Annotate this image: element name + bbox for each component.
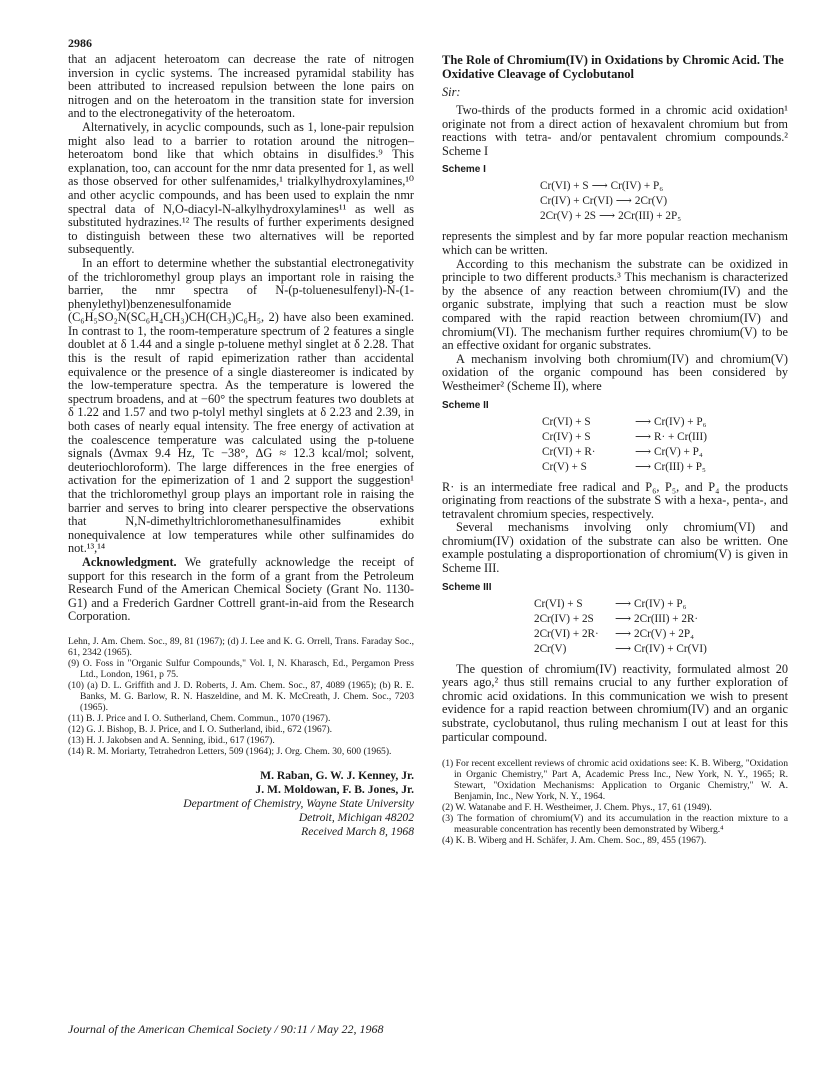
journal-page bbox=[68, 36, 788, 846]
reaction-arrow-icon: ⟶ bbox=[615, 642, 632, 655]
equation-rhs: 2Cr(V) bbox=[634, 195, 668, 208]
footnote-13: (13) H. J. Jakobsen and A. Senning, ibid., 617 (1967). bbox=[68, 734, 275, 746]
scheme-1-equation bbox=[442, 179, 788, 194]
scheme-3-equation bbox=[442, 597, 788, 612]
scheme-3-equation bbox=[442, 612, 788, 627]
scheme-2-equation bbox=[442, 460, 788, 475]
author-block bbox=[68, 769, 414, 839]
right-paragraph-6: Several mechanisms involving only chromium(VI) and chromium(IV) oxidation of the substrate can also be written. One example postulating a disproportionation of chromium(V) is given in Scheme III. bbox=[442, 520, 788, 576]
article-title: The Role of Chromium(IV) in Oxidations by Chromic Acid. The Oxidative Cleavage of Cyclobutanol bbox=[442, 53, 784, 81]
right-paragraph-7: The question of chromium(IV) reactivity, formulated almost 20 years ago,² thus still remains crucial to any further exploration of chromic acid oxidations. In this communication we wish to present evidence for a rapid reaction between chromium(IV) and an organic substrate, cyclobutanol, thus ruling mechanism I out at least for this particular compound. bbox=[442, 661, 788, 744]
footnote-12: (12) G. J. Bishop, B. J. Price, and I. O. Sutherland, ibid., 672 (1967). bbox=[68, 723, 333, 735]
left-paragraph-1: that an adjacent heteroatom can decrease the rate of nitrogen inversion in cyclic systems. The increased pyramidal stability has been attributed to increased repulsion between the lone pairs on nitrogen and on the heteroatom in the transition state for inversion and to the electronegativity of the heteroatom. bbox=[68, 52, 414, 121]
right-paragraph-3: According to this mechanism the substrate can be oxidized in principle to two different products.³ This mechanism is characterized by the absence of any reaction between chromium(IV) and the organic substrate, implying that such a reaction must be slow compared with the rapid reaction between chromium(IV) and chromium(VI). The mechanism further requires chromium(V) to be an effective oxidant for organic substrates. bbox=[442, 256, 788, 353]
equation-lhs: Cr(VI) + S bbox=[542, 415, 591, 428]
scheme-3-equation bbox=[442, 627, 788, 642]
right-paragraph-2: represents the simplest and by far more popular reaction mechanism which can be written. bbox=[442, 229, 788, 257]
scheme-2-equation bbox=[442, 430, 788, 445]
equation-rhs: R· + Cr(III) bbox=[654, 430, 707, 443]
equation-rhs: Cr(IV) + P₆ bbox=[634, 597, 687, 610]
right-paragraph-4: A mechanism involving both chromium(IV) and chromium(V) oxidation of the organic compound has been considered by Westheimer² (Scheme II), where bbox=[442, 351, 788, 393]
equation-lhs: Cr(IV) + Cr(VI) bbox=[540, 195, 613, 208]
right-paragraph-1: Two-thirds of the products formed in a chromic acid oxidation¹ originate not from a direct action of hexavalent chromium but from reactions with tetra- and/or pentavalent chromium compounds.² Scheme I bbox=[442, 103, 788, 158]
reaction-arrow-icon: ⟶ bbox=[635, 460, 652, 473]
scheme-1-equation bbox=[442, 194, 788, 209]
footnote-9: (9) O. Foss in "Organic Sulfur Compounds," Vol. I, N. Kharasch, Ed., Pergamon Press Ltd., London, 1961, p 75. bbox=[68, 657, 414, 680]
left-column bbox=[68, 53, 414, 846]
equation-rhs: Cr(V) + P₄ bbox=[654, 445, 703, 458]
reaction-arrow-icon: ⟶ bbox=[615, 195, 632, 208]
left-footnotes bbox=[68, 636, 414, 757]
footnote-2: (2) W. Watanabe and F. H. Westheimer, J. Chem. Phys., 17, 61 (1949). bbox=[442, 802, 712, 814]
equation-rhs: 2Cr(III) + 2P₅ bbox=[618, 210, 682, 223]
left-paragraph-3: In an effort to determine whether the substantial electronegativity of the trichloromethyl group plays an important role in raising the barrier, the nmr spectra of N-(p-toluenesulfenyl)-N-(1-phenylethyl)benzenesulfonamide (C₆H₅SO₂N(SC₆H₄CH₃)CH(CH₃)C₆H₅, 2) have also been examined. In contrast to 1, the room-temperature spectrum of 2 features a single doublet at δ 1.44 and a single p-toluene methyl singlet at δ 2.28. That this is the result of rapid epimerization rather than accidental equivalence or the presence of a single diastereomer is indicated by the low-temperature spectra. As the temperature is lowered the spectrum broadens, and at −60° the spectrum features two doublets at δ 1.22 and 1.57 and two p-tolyl methyl singlets at δ 2.23 and 2.39, in both cases of nearly equal intensity. The free energy of activation at the coalescence temperature was calculated using the p-toluene signals (Δνmax 9.4 Hz, Tc −38°, ΔG ≈ 12.3 kcal/mol; solvent, deuteriochloroform). The large differences in the free energies of activation for the epimerization of 1 and 2 support the suggestion¹ that the trichloromethyl group plays an important role in raising the barrier and serves to bring into clearer perspective the observations that N,N-dimethyltrichloromethanesulfinamides exhibit nonequivalence at low temperatures while other sulfinamides do not.¹³,¹⁴ bbox=[68, 255, 414, 556]
two-column-body bbox=[68, 53, 788, 846]
scheme-3-equation bbox=[442, 642, 788, 657]
equation-lhs: Cr(VI) + R· bbox=[542, 445, 596, 458]
footnote-10: (10) (a) D. L. Griffith and J. D. Roberts, J. Am. Chem. Soc., 87, 4089 (1965); (b) R. E. Banks, M. G. Barlow, R. N. Haszeldine, and M. K. McCreath, J. Chem. Soc., 7203 (1965). bbox=[68, 679, 414, 713]
equation-rhs: Cr(IV) + Cr(VI) bbox=[634, 642, 707, 655]
footnote-4: (4) K. B. Wiberg and H. Schäfer, J. Am. Chem. Soc., 89, 455 (1967). bbox=[442, 835, 707, 847]
equation-rhs: 2Cr(III) + 2R· bbox=[634, 612, 699, 625]
equation-lhs: 2Cr(V) bbox=[534, 642, 567, 655]
scheme-3 bbox=[442, 597, 788, 657]
scheme-2-equation bbox=[442, 445, 788, 460]
received-date: Received March 8, 1968 bbox=[301, 824, 414, 838]
acknowledgment-heading: Acknowledgment. bbox=[82, 554, 177, 569]
author-line-2: J. M. Moldowan, F. B. Jones, Jr. bbox=[255, 782, 414, 796]
scheme-2 bbox=[442, 415, 788, 475]
reaction-arrow-icon: ⟶ bbox=[635, 430, 652, 443]
scheme-2-equation bbox=[442, 415, 788, 430]
equation-rhs: Cr(IV) + P₆ bbox=[610, 180, 664, 193]
equation-lhs: Cr(VI) + S bbox=[540, 180, 589, 193]
footnote-14: (14) R. M. Moriarty, Tetrahedron Letters, 509 (1964); J. Org. Chem. 30, 600 (1965). bbox=[68, 745, 392, 757]
affiliation-department: Department of Chemistry, Wayne State University bbox=[183, 796, 414, 810]
right-paragraph-5: R· is an intermediate free radical and P₆, P₅, and P₄ the products originating from reactions of the substrate S with a hexa-, penta-, and tetravalent chromium species, respectively. bbox=[442, 479, 788, 521]
equation-rhs: Cr(III) + P₅ bbox=[654, 460, 706, 473]
scheme-1-equation bbox=[442, 209, 788, 224]
left-paragraph-2: Alternatively, in acyclic compounds, such as 1, lone-pair repulsion might also lead to a barrier to rotation around the nitrogen–heteroatom bond like that which obtains in disulfides.⁹ This explanation, too, can account for the nmr data presented for 1, as well as those observed for other sulfenamides,¹ trialkylhydroxylamines,¹⁰ and other acyclic compounds, and has been used to explain the nmr spectral data of N,O-diacyl-N-alkylhydroxylamines¹¹ as well as substituted hydrazines.¹² The results of further experiments designed to distinguish between these two alternatives will be reported subsequently. bbox=[68, 119, 414, 257]
right-footnotes bbox=[442, 758, 788, 846]
reaction-arrow-icon: ⟶ bbox=[599, 210, 616, 223]
equation-lhs: Cr(V) + S bbox=[542, 460, 587, 473]
footnote-11: (11) B. J. Price and I. O. Sutherland, Chem. Commun., 1070 (1967). bbox=[68, 712, 331, 724]
reaction-arrow-icon: ⟶ bbox=[615, 612, 632, 625]
footnote-3: (3) The formation of chromium(V) and its accumulation in the reaction mixture to a measurable concentration has recently been demonstrated by Wiberg.⁴ bbox=[442, 813, 788, 836]
equation-lhs: 2Cr(VI) + 2R· bbox=[534, 627, 599, 640]
equation-lhs: Cr(IV) + S bbox=[542, 430, 591, 443]
equation-rhs: 2Cr(V) + 2P₄ bbox=[634, 627, 694, 640]
right-column bbox=[442, 53, 788, 846]
footnote-1: (1) For recent excellent reviews of chromic acid oxidations see: K. B. Wiberg, "Oxidation in Organic Chemistry," Part A, Academic Press Inc., New York, N. Y., 1965; R. Stewart, "Oxidation Mechanisms: Application to Organic Chemistry," W. A. Benjamin, Inc., New York, N. Y., 1964. bbox=[442, 758, 788, 803]
acknowledgment-paragraph bbox=[68, 556, 414, 624]
scheme-2-label: Scheme II bbox=[442, 399, 489, 411]
scheme-1 bbox=[442, 179, 788, 224]
equation-lhs: Cr(VI) + S bbox=[534, 597, 583, 610]
reaction-arrow-icon: ⟶ bbox=[635, 445, 652, 458]
affiliation-city: Detroit, Michigan 48202 bbox=[298, 810, 414, 824]
equation-lhs: 2Cr(IV) + 2S bbox=[534, 612, 594, 625]
equation-rhs: Cr(IV) + P₆ bbox=[654, 415, 707, 428]
equation-lhs: 2Cr(V) + 2S bbox=[540, 210, 597, 223]
footnote-continuation: Lehn, J. Am. Chem. Soc., 89, 81 (1967); (d) J. Lee and K. G. Orrell, Trans. Faraday Soc., 61, 2342 (1965). bbox=[68, 635, 414, 658]
scheme-3-label: Scheme III bbox=[442, 581, 492, 593]
reaction-arrow-icon: ⟶ bbox=[615, 597, 632, 610]
page-number: 2986 bbox=[68, 36, 92, 50]
author-line-1: M. Raban, G. W. J. Kenney, Jr. bbox=[260, 768, 414, 782]
scheme-1-label: Scheme I bbox=[442, 164, 486, 176]
journal-footer: Journal of the American Chemical Society / 90:11 / May 22, 1968 bbox=[68, 1022, 384, 1036]
salutation: Sir: bbox=[442, 85, 461, 99]
reaction-arrow-icon: ⟶ bbox=[615, 627, 632, 640]
acknowledgment-text: We gratefully acknowledge the receipt of support for this research in the form of a grant from the Petroleum Research Fund of the American Chemical Society (Grant No. 1130-G1) and a Frederich Gardner Cottrell grant-in-aid from the Research Corporation. bbox=[68, 554, 414, 624]
reaction-arrow-icon: ⟶ bbox=[591, 180, 608, 193]
reaction-arrow-icon: ⟶ bbox=[635, 415, 652, 428]
